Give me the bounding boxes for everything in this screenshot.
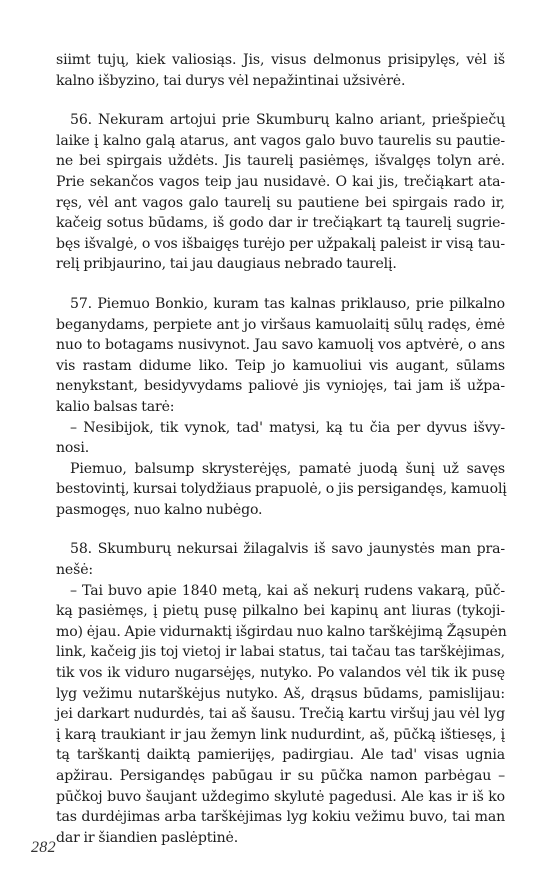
text-line: nuo to botagams nusivynot. Jau savo kamuolį vos aptvėrė, o ans [56, 337, 505, 354]
text-line: relį pribjaurino, tai jau daugiaus nebrado taurelį. [56, 256, 397, 273]
text-line: – Tai buvo apie 1840 metą, kai aš nekurį rudens vakarą, pūč- [70, 582, 505, 599]
text-line: 58. Skumburų nekursai žilagalvis iš savo jaunystės man pra- [70, 541, 505, 558]
text-line: apžirau. Persigandęs pabūgau ir su pūčka namon parbėgau – [56, 768, 505, 784]
text-line: tas durdėjimas arba tarškėjimas lyg kokiu vežimu buvo, tai man [56, 809, 505, 826]
text-line: siimt tujų, kiek valiosiąs. Jis, visus delmonus prisipylęs, vėl iš [56, 52, 505, 68]
text-line: ką pasiėmęs, į pietų pusę pilkalno bei kapinų ant liuras (tykoji- [56, 603, 505, 620]
text-line: Piemuo, balsump skrysterėjęs, pamatė juodą šunį už savęs [70, 460, 505, 477]
paragraph-58 [56, 539, 505, 848]
text-line: Prie sekančos vagos teip jau nusidavė. O kai jis, trečiąkart ata- [56, 173, 505, 190]
text-line: mo) ėjau. Apie vidurnaktį išgirdau nuo kalno tarškėjimą Žąsupėn [56, 623, 507, 640]
paragraph-56 [56, 110, 505, 275]
paragraph-gap [56, 91, 505, 110]
text-line: vis rastam didume liko. Teip jo kamuoliui vis augant, sūlams [56, 357, 505, 374]
paragraph-gap [56, 275, 505, 294]
text-line: nenykstant, besidyvydams paliovė jis vyniojęs, tai jam iš užpa- [56, 378, 505, 395]
text-line: jei darkart nudurdės, tai aš šausu. Trečią kartu viršuj jau vėl lyg [56, 706, 505, 723]
text-line: nešė: [56, 562, 93, 579]
text-line: tą tarškantį daiktą pamierijęs, padirgiau. Ale tad' visas ugnia [56, 747, 505, 764]
text-line: bestovintį, kursai tolydžiaus prapuolė, o jis persigandęs, kamuolį [56, 481, 507, 498]
text-line: dar ir šiandien paslėptinė. [56, 829, 239, 846]
paragraph-55-end [56, 50, 505, 91]
text-line: 57. Piemuo Bonkio, kuram tas kalnas priklauso, prie pilkalno [70, 295, 505, 312]
text-line: kalio balsas tarė: [56, 398, 175, 415]
paragraph-57 [56, 294, 505, 521]
text-line: – Nesibijok, tik vynok, tad' matysi, ką tu čia per dyvus išvy- [70, 419, 505, 436]
page-number: 282 [31, 839, 56, 856]
text-line: pasmogęs, nuo kalno nubėgo. [56, 501, 263, 518]
text-line: tik vos ik viduro nugarsėjęs, nutyko. Po valandos vėl tik ik pusę [56, 665, 505, 682]
text-line: bęs išvalgė, o vos išbaigęs turėjo per užpakalį paleist ir visą tau- [56, 235, 505, 252]
text-line: 56. Nekuram artojui prie Skumburų kalno ariant, priešpiečų [70, 112, 505, 129]
text-line: beganydams, perpiete ant jo viršaus kamuolaitį sūlų radęs, ėmė [56, 316, 505, 333]
text-line: ne bei spirgais uždėts. Jis taurelį pasiėmęs, išvalgęs tolyn arė. [56, 153, 505, 170]
text-line: kalno išbyzino, tai durys vėl nepažintinai užsivėrė. [56, 72, 406, 89]
text-line: kačeig sotus būdams, iš godo dar ir trečiąkart tą taurelį sugrie- [56, 215, 505, 232]
text-line: nosi. [56, 440, 90, 457]
text-line: pūčkoj buvo šaujant uždegimo skylutė pagedusi. Ale kas ir iš ko [56, 788, 505, 805]
text-line: link, kačeig jis toj vietoj ir labai status, tai tačau tas tarškėjimas, [56, 644, 505, 661]
text-line: laike į kalno galą atarus, ant vagos galo buvo taurelis su pautie- [56, 132, 505, 149]
page-text [56, 50, 505, 848]
text-line: ręs, vėl ant vagos galo taurelį su pautiene bei spirgais rado ir, [56, 194, 505, 211]
text-line: lyg vežimu nutarškėjus nutyko. Aš, drąsus būdams, pamislijau: [56, 685, 505, 702]
paragraph-gap [56, 520, 505, 539]
text-line: į karą traukiant ir jau žemyn link nudurdint, aš, pūčką ištiesęs, į [56, 726, 505, 743]
